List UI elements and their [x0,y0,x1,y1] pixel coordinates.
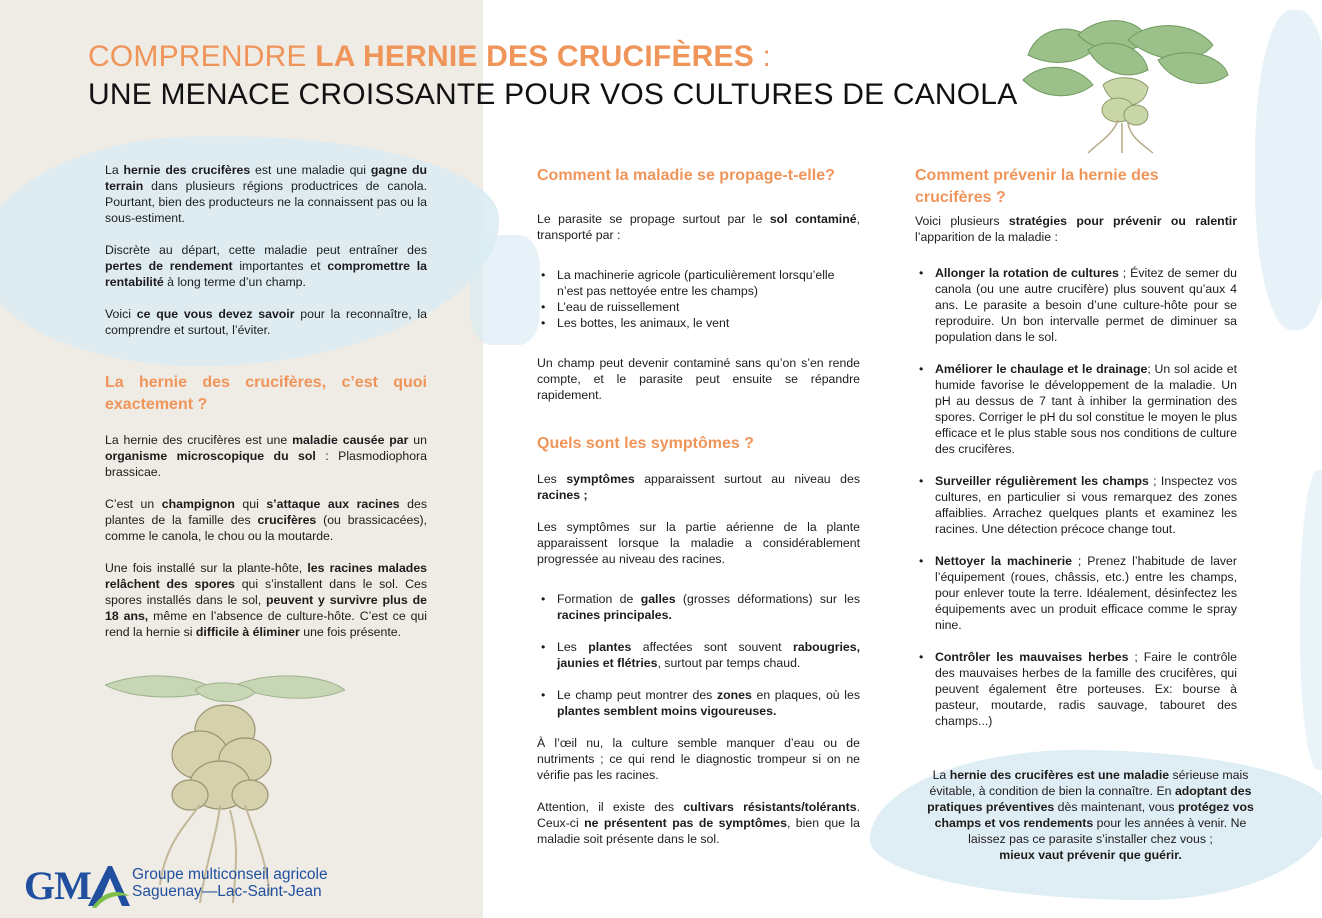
bold-span: plantes [588,640,632,654]
text-span: Discrète au départ, cette maladie peut entraîner des [105,243,427,257]
bold-span: Contrôler les mauvaises herbes [935,650,1129,664]
text-span: Attention, il existe des [537,800,684,814]
paragraph [105,560,427,640]
gma-logo [24,862,354,910]
list-item [935,473,1237,537]
watercolor-wash [1255,10,1322,330]
title-line-1 [88,38,1028,76]
text-span: ; Faire le contrôle des mauvaises herbes de la famille des crucifères, qui peuvent également être porteuses. Ex: bourse à pasteur, moutarde, radis sauvage, tabouret des champs...) [935,650,1237,728]
list-item [935,649,1237,729]
conclusion-motto: mieux vaut prévenir que guérir. [999,848,1182,862]
text-span: ; Évitez de semer du canola (ou une autre crucifère) plus souvent qu’aux 4 ans. Le parasite a besoin d’une culture-hôte pour se reproduire. Un bon intervalle permet de diminuer sa population dans le sol. [935,266,1237,344]
list-item [557,687,860,719]
watercolor-wash [1300,470,1322,770]
text-span: est une maladie qui [250,163,371,177]
text-span: des plantes de la famille des [105,497,428,527]
bold-span: galles [640,592,676,606]
bold-span: champignon [161,497,235,511]
bold-span: Nettoyer la machinerie [935,554,1072,568]
bold-span: adoptant des pratiques préventives [927,784,1252,814]
text-span: Formation de [557,592,641,606]
bold-span: compromettre la rentabilité [105,259,427,289]
bold-span: les racines malades relâchent des spores [105,561,427,591]
text-span: un [408,433,427,447]
section-heading: Comment prévenir la hernie des crucifères ? [915,167,1159,206]
bold-span: s’attaque aux racines [266,497,400,511]
paragraph: Un champ peut devenir contaminé sans qu’on s’en rende compte, et le parasite peut ensuite se répandre rapidement. [537,356,860,402]
paragraph [105,496,427,544]
list-item [935,553,1237,633]
text-span: une fois présente. [299,625,401,639]
list-item [935,361,1237,457]
text-span: ; Un sol acide et humide favorise le développement de la maladie. Un pH au dessus de 7 tant à inhiber la germination des spores. Corriger le pH du sol constitue le moyen le plus efficace et le plus stable sous nos conditions de culture des crucifères. [935,362,1237,456]
bold-span: protégez vos champs et vos rendements [934,800,1254,830]
text-span: ; Inspectez vos cultures, en particulier si vous remarquez des zones affaiblies. Arrachez quelques plants et examinez les racines. Une détection précoce change tout. [935,474,1237,536]
title-line-2: UNE MENACE CROISSANTE POUR VOS CULTURES DE CANOLA [88,78,1018,111]
list-item: • La machinerie agricole (particulièrement lorsqu’elle n’est pas nettoyée entre les champs) [557,267,860,299]
prevention-list [935,265,1237,729]
text-span: sérieuse mais évitable, à condition de bien la connaître. En [929,768,1249,798]
text-span: C’est un [105,497,162,511]
text-span: (ou brassicacées), comme le canola, le chou ou la moutarde. [105,513,427,543]
text-span: : Plasmodiophora brassicae. [105,449,427,479]
page-title [88,38,1028,114]
text-span: Le parasite se propage surtout par le [537,212,770,226]
bold-span: organisme microscopique du sol [105,449,316,463]
bold-span: plantes semblent moins vigoureuses. [557,704,777,718]
text-span: à long terme d’un champ. [163,275,306,289]
title-suffix: : [753,40,772,73]
bold-span: Surveiller régulièrement les champs [935,474,1149,488]
text-span: pour les années à venir. Ne laissez pas ce parasite s’installer chez vous ; [968,816,1247,846]
paragraph: Les symptômes sur la partie aérienne de la plante apparaissent lorsque la maladie a considérablement progressée au niveau des racines. [537,520,860,566]
text-span: Une fois installé sur la plante-hôte, [105,561,308,575]
list-item [557,639,860,671]
logo-line-1: Groupe multiconseil agricole [132,866,328,883]
text-span: La hernie des crucifères est une [105,433,293,447]
title-prefix: COMPRENDRE [88,40,316,73]
paragraph [105,306,427,338]
text-span: Le champ peut montrer des [557,688,717,702]
paragraph [537,799,860,847]
bold-span: hernie des crucifères est une maladie [949,768,1170,782]
bold-span: crucifères [257,513,317,527]
text-span: . Ceux-ci [537,800,860,830]
text-span: , bien que la maladie soit présente dans le sol. [537,816,860,846]
bold-span: cultivars résistants/tolérants [683,800,857,814]
text-span: en plaques, où les [751,688,860,702]
bold-span: zones [716,688,752,702]
text-span: qui [234,497,267,511]
text-span: La [105,163,124,177]
watercolor-wash [470,235,540,345]
paragraph [105,242,427,290]
text-span: , surtout par temps chaud. [657,656,801,670]
text-span: dès maintenant, vous [1054,800,1178,814]
text-span: même en l’absence de culture-hôte. C’est ce qui rend la hernie si [105,609,428,639]
section-heading: Quels sont les symptômes ? [537,435,754,452]
section-heading: Comment la maladie se propage-t-elle? [537,167,835,184]
bold-span: hernie des crucifères [123,163,251,177]
text-span: l’apparition de la maladie : [915,230,1058,244]
column-prevention [915,165,1237,745]
paragraph: À l’œil nu, la culture semble manquer d’eau ou de nutriments ; ce qui rend le diagnostic trompeur si on ne vérifie pas les racines. [537,736,860,782]
text-span: , transporté par : [537,212,860,242]
logo-mark: GM [24,863,91,908]
section-heading: La hernie des crucifères, c’est quoi exactement ? [105,374,427,413]
intro-paragraph [105,162,427,226]
bold-span: peuvent y survivre plus de 18 ans, [105,593,427,623]
propagation-list [557,267,860,331]
text-span: affectées sont souvent [631,640,794,654]
bold-span: symptômes [566,472,635,486]
bold-span: rabougries, jaunies et flétries [557,640,860,670]
text-span: (grosses déformations) sur les [675,592,860,606]
list-item [935,265,1237,345]
logo-line-2: Saguenay—Lac-Saint-Jean [132,883,322,900]
column-propagation-symptoms [537,165,860,863]
symptoms-list [557,591,860,719]
bold-span: racines principales. [557,608,672,622]
text-span: Voici plusieurs [915,214,1009,228]
text-span: qui s’installent dans le sol. Ces spores installés dans le sol, [105,577,427,607]
text-span: dans plusieurs régions productrices de canola. Pourtant, bien des producteurs ne la connaissent pas ou la sous-estiment. [105,179,427,225]
bold-span: sol contaminé [769,212,857,226]
bold-span: stratégies pour prévenir ou ralentir [1008,214,1237,228]
text-span: La [932,768,950,782]
title-highlight: LA HERNIE DES CRUCIFÈRES [315,40,754,73]
list-item: • L’eau de ruissellement [557,299,860,315]
bold-span: pertes de rendement [105,259,233,273]
paragraph [105,432,427,480]
text-span: Voici [105,307,137,321]
paragraph [537,211,860,243]
bold-span: ne présentent pas de symptômes [584,816,787,830]
bold-span: difficile à éliminer [195,625,300,639]
bold-span: gagne du terrain [105,163,427,193]
text-span: importantes et [232,259,328,273]
paragraph [915,213,1237,245]
bold-span: racines ; [537,488,588,502]
text-span: Les [557,640,589,654]
canola-plant-illustration [1018,15,1230,155]
logo-a-glyph-icon [86,862,132,910]
list-item: • Les bottes, les animaux, le vent [557,315,860,331]
list-item [557,591,860,623]
text-span: ; Prenez l’habitude de laver l’équipement (roues, châssis, etc.) entre les champs, pour enlever toute la terre. Idéalement, désinfectez les équipements avec un produit efficace comme le spray nine. [935,554,1237,632]
paragraph [537,471,860,503]
bold-span: ce que vous devez savoir [136,307,295,321]
bold-span: Allonger la rotation de cultures [935,266,1119,280]
text-span: pour la reconnaître, la comprendre et surtout, l’éviter. [105,307,427,337]
bold-span: maladie causée par [292,433,409,447]
column-introduction [105,162,427,656]
bold-span: Améliorer le chaulage et le drainage [935,362,1148,376]
conclusion-box [918,767,1263,863]
text-span: apparaissent surtout au niveau des [634,472,860,486]
text-span: Les [537,472,567,486]
